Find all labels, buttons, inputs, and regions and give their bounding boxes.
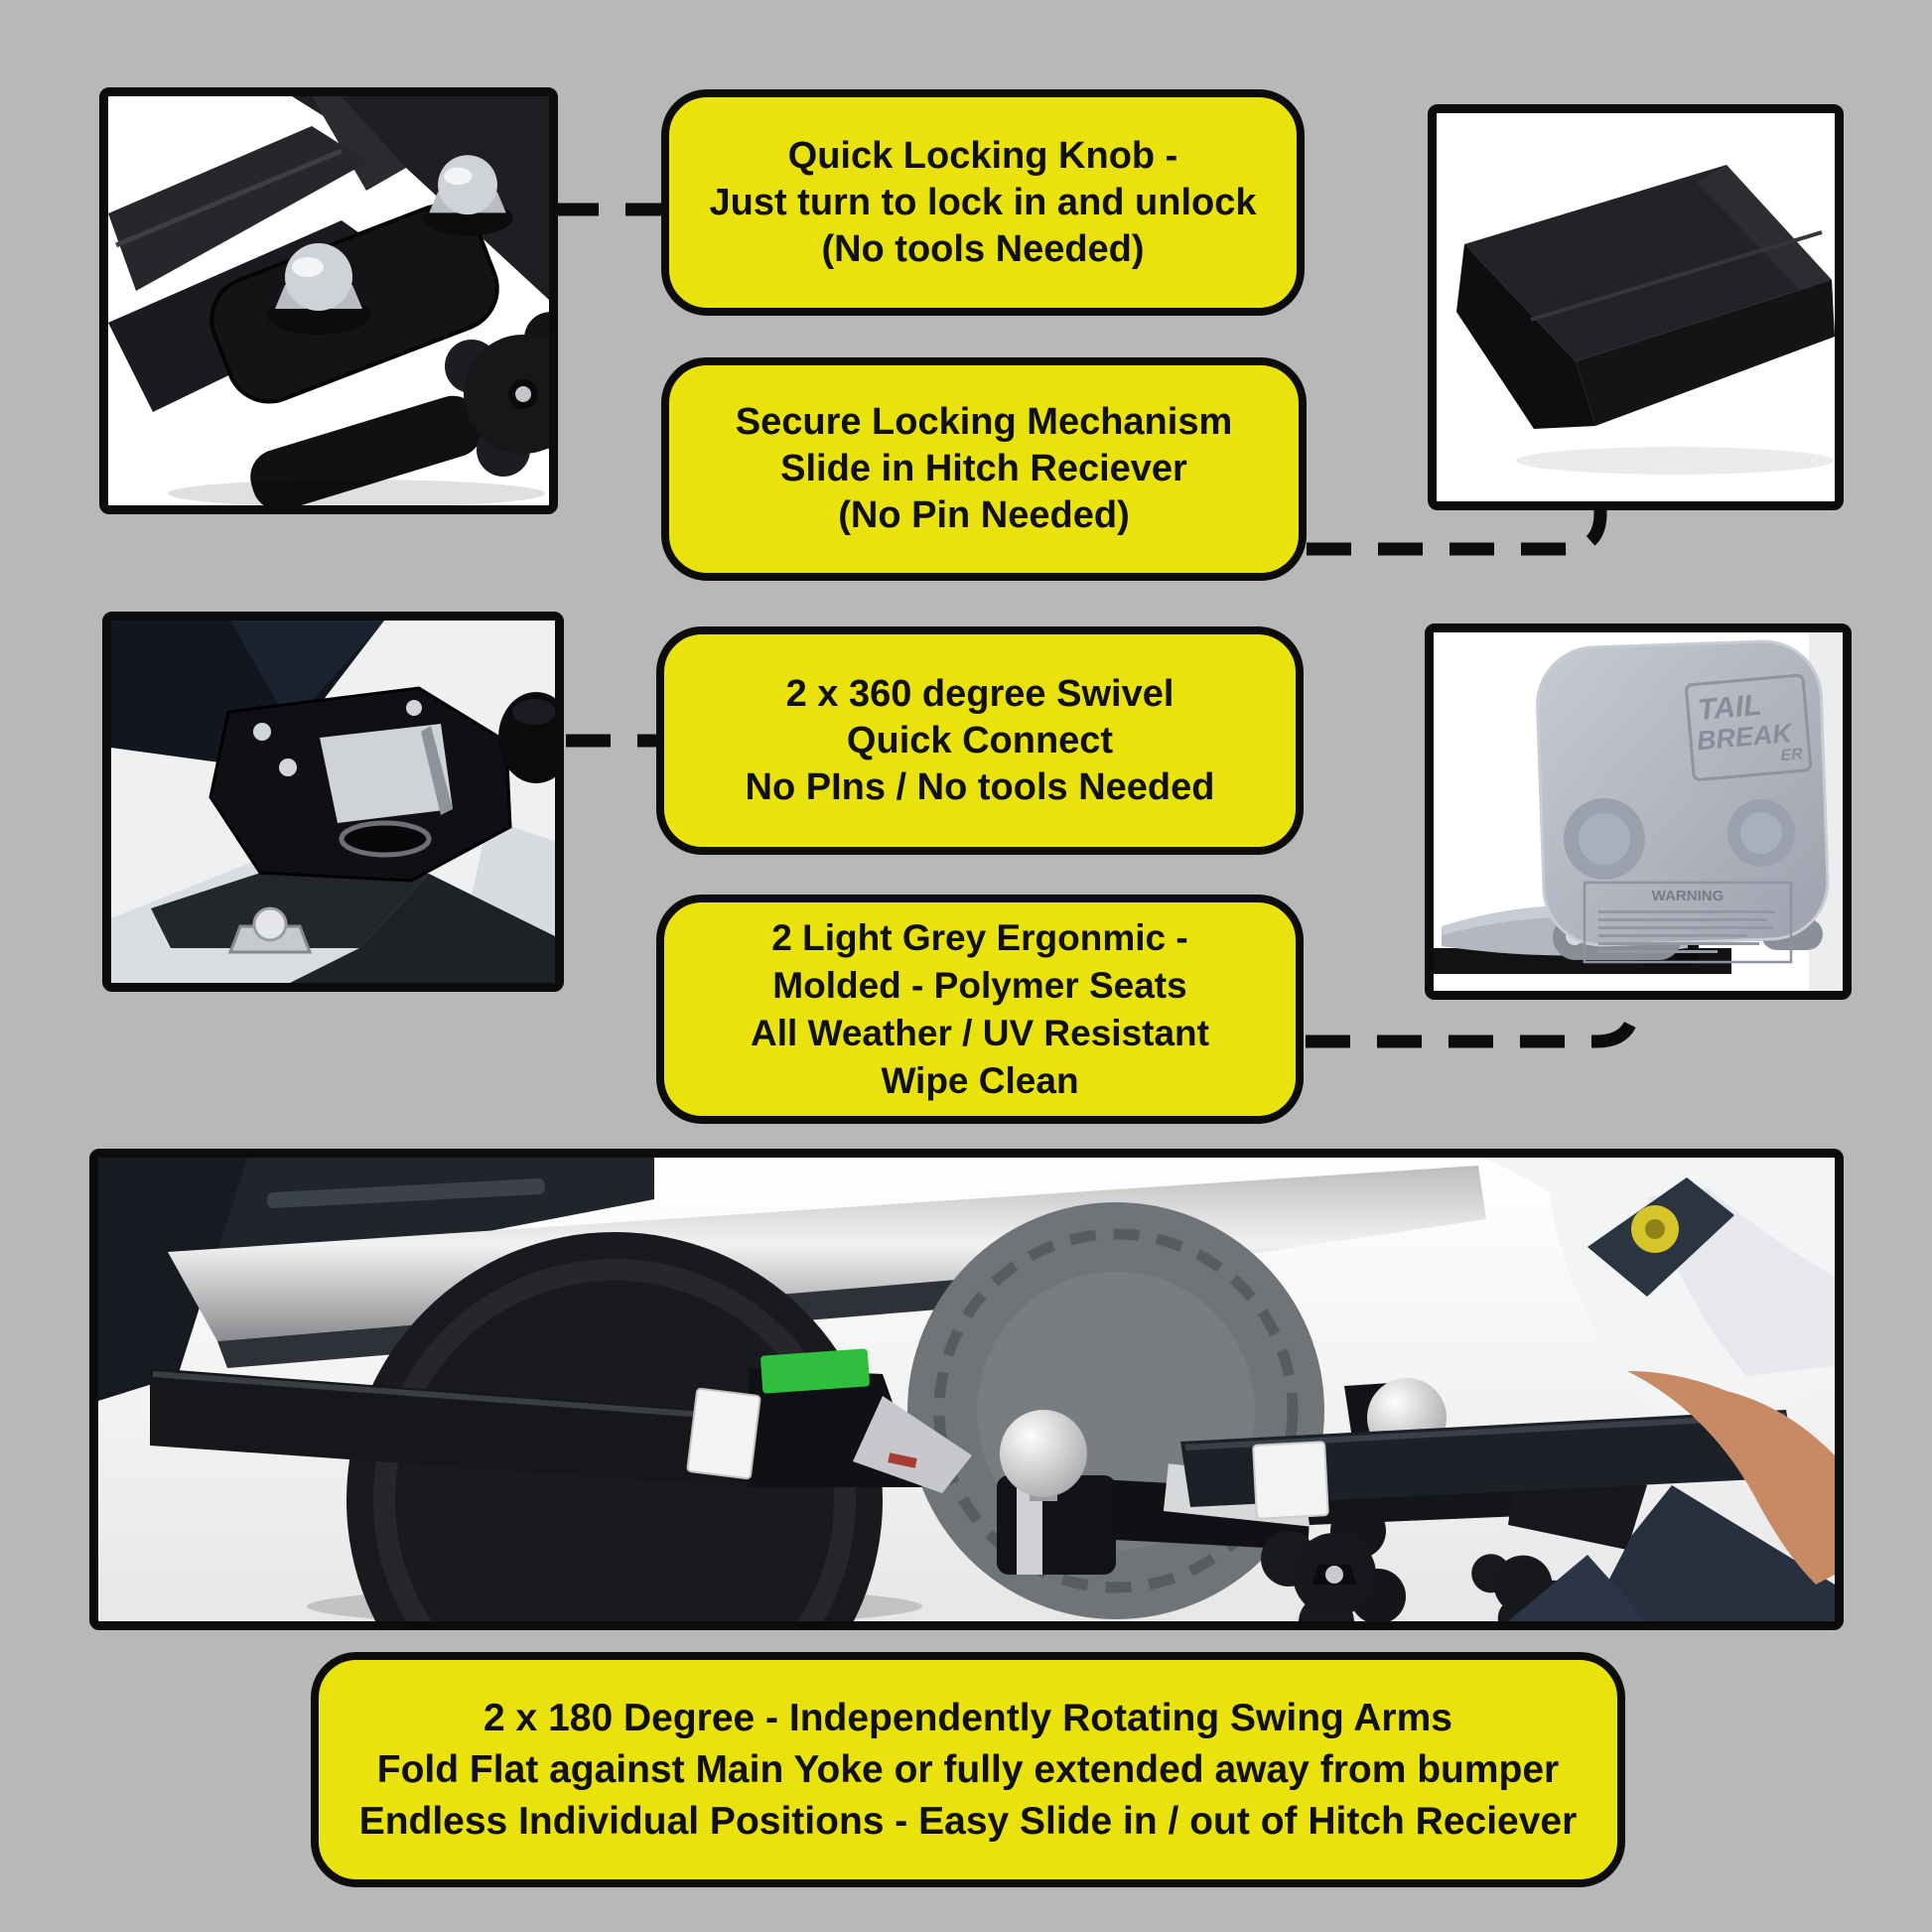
- callout-seats: [656, 895, 1304, 1124]
- callout-line: (No Pin Needed): [838, 494, 1130, 536]
- yoke-label: [687, 1388, 760, 1478]
- green-sticker: [760, 1348, 870, 1393]
- callout-line: (No tools Needed): [821, 227, 1145, 270]
- callout-line: Just turn to lock in and unlock: [709, 181, 1257, 223]
- swivel-mechanism-photo: [102, 612, 564, 992]
- callout-line: 2 x 180 Degree - Independently Rotating Swing Arms: [483, 1696, 1452, 1739]
- receiver-bar-illustration: [1437, 113, 1835, 501]
- hitch-on-truck-photo: [89, 1149, 1844, 1630]
- seat-photo: [1425, 623, 1852, 1000]
- swivel-bracket: [210, 688, 510, 881]
- callout-line: Molded - Polymer Seats: [772, 964, 1187, 1006]
- callout-line: 2 x 360 degree Swivel: [785, 672, 1174, 715]
- callout-line: 2 Light Grey Ergonmic -: [771, 916, 1188, 958]
- callout-line: No PIns / No tools Needed: [745, 765, 1215, 808]
- callout-secure-locking: [661, 357, 1307, 581]
- warning-title: WARNING: [1651, 888, 1725, 904]
- callout-line: Fold Flat against Main Yoke or fully extended away from bumper: [376, 1747, 1560, 1791]
- hitch-on-truck-illustration: [98, 1158, 1835, 1621]
- connector-receiver-line: [1307, 508, 1600, 549]
- locking-knob-photo: [99, 87, 558, 514]
- callout-swivel: [656, 626, 1304, 855]
- seat-logo-line2: BREAK: [1695, 718, 1794, 757]
- callout-line: Slide in Hitch Reciever: [780, 448, 1187, 489]
- callout-line: Secure Locking Mechanism: [735, 401, 1233, 443]
- connector-seat-line: [1306, 998, 1634, 1041]
- seat-logo-line1: TAIL: [1696, 688, 1763, 728]
- swivel-illustration: [111, 621, 555, 983]
- locking-knob-illustration: [108, 96, 549, 505]
- seat-logo-line3: ER: [1779, 746, 1804, 765]
- callout-line: Endless Individual Positions - Easy Slide in / out of Hitch Reciever: [358, 1799, 1578, 1843]
- swing-arm-label: [1253, 1442, 1328, 1519]
- receiver-bar-photo: [1428, 104, 1844, 510]
- callout-line: Quick Locking Knob -: [787, 134, 1178, 177]
- callout-line: All Weather / UV Resistant: [751, 1012, 1209, 1053]
- seat-illustration: [1434, 632, 1843, 991]
- callout-line: Quick Connect: [846, 719, 1114, 761]
- callout-quick-locking-knob: [661, 89, 1305, 316]
- callout-swing-arms: [311, 1652, 1625, 1887]
- callout-line: Wipe Clean: [881, 1059, 1079, 1101]
